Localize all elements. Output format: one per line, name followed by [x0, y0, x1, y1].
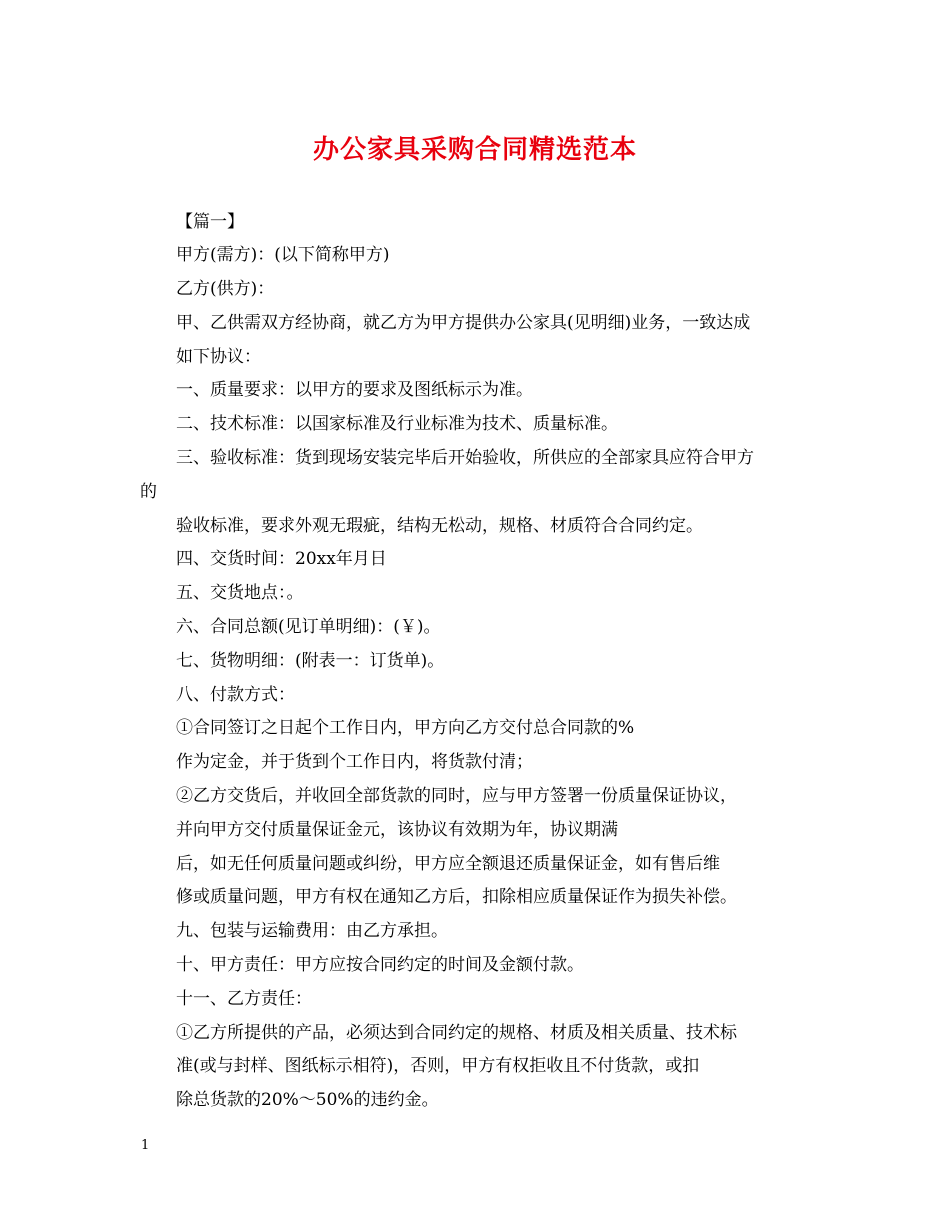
paragraph-line: 准(或与封样、图纸标示相符)，否则，甲方有权拒收且不付货款，或扣: [176, 1056, 700, 1076]
paragraph-line: 验收标准，要求外观无瑕疵，结构无松动，规格、材质符合合同约定。: [176, 516, 703, 536]
paragraph-line: 并向甲方交付质量保证金元，该协议有效期为年，协议期满: [176, 820, 618, 840]
paragraph-line: 八、付款方式：: [176, 685, 295, 705]
paragraph-line: 除总货款的20%～50%的违约金。: [176, 1090, 439, 1110]
paragraph-line: 后，如无任何质量问题或纠纷，甲方应全额退还质量保证金，如有售后维: [176, 854, 720, 874]
paragraph-line: 甲、乙供需双方经协商，就乙方为甲方提供办公家具(见明细)业务，一致达成: [176, 313, 751, 333]
section-heading: 【篇一】: [176, 212, 244, 232]
paragraph-line: 七、货物明细：(附表一：订货单)。: [176, 651, 445, 671]
page-number: 1: [141, 1138, 150, 1153]
paragraph-line: 五、交货地点：。: [176, 583, 304, 603]
paragraph-line: 四、交货时间：20xx年月日: [176, 549, 387, 569]
paragraph-line: 如下协议：: [176, 347, 261, 367]
paragraph-line: 的: [140, 482, 157, 502]
paragraph-line: 作为定金，并于货到个工作日内，将货款付清；: [176, 752, 533, 772]
document-title: 办公家具采购合同精选范本: [312, 135, 637, 165]
paragraph-line: 二、技术标准：以国家标准及行业标准为技术、质量标准。: [176, 414, 618, 434]
paragraph-line: 九、包装与运输费用：由乙方承担。: [176, 921, 448, 941]
paragraph-line: 十一、乙方责任：: [176, 989, 312, 1009]
paragraph-line: 甲方(需方)：(以下简称甲方): [176, 245, 390, 265]
paragraph-line: ①乙方所提供的产品，必须达到合同约定的规格、材质及相关质量、技术标: [176, 1023, 737, 1043]
paragraph-line: 十、甲方责任：甲方应按合同约定的时间及金额付款。: [176, 955, 584, 975]
paragraph-line: ②乙方交货后，并收回全部货款的同时，应与甲方签署一份质量保证协议，: [176, 786, 737, 806]
paragraph-line: ①合同签订之日起个工作日内，甲方向乙方交付总合同款的%: [176, 718, 635, 738]
paragraph-line: 修或质量问题，甲方有权在通知乙方后，扣除相应质量保证作为损失补偿。: [176, 887, 737, 907]
paragraph-line: 一、质量要求：以甲方的要求及图纸标示为准。: [176, 380, 533, 400]
paragraph-line: 三、验收标准：货到现场安装完毕后开始验收，所供应的全部家具应符合甲方: [176, 448, 754, 468]
paragraph-line: 乙方(供方)：: [176, 279, 275, 299]
paragraph-line: 六、合同总额(见订单明细)：(￥)。: [176, 617, 441, 637]
